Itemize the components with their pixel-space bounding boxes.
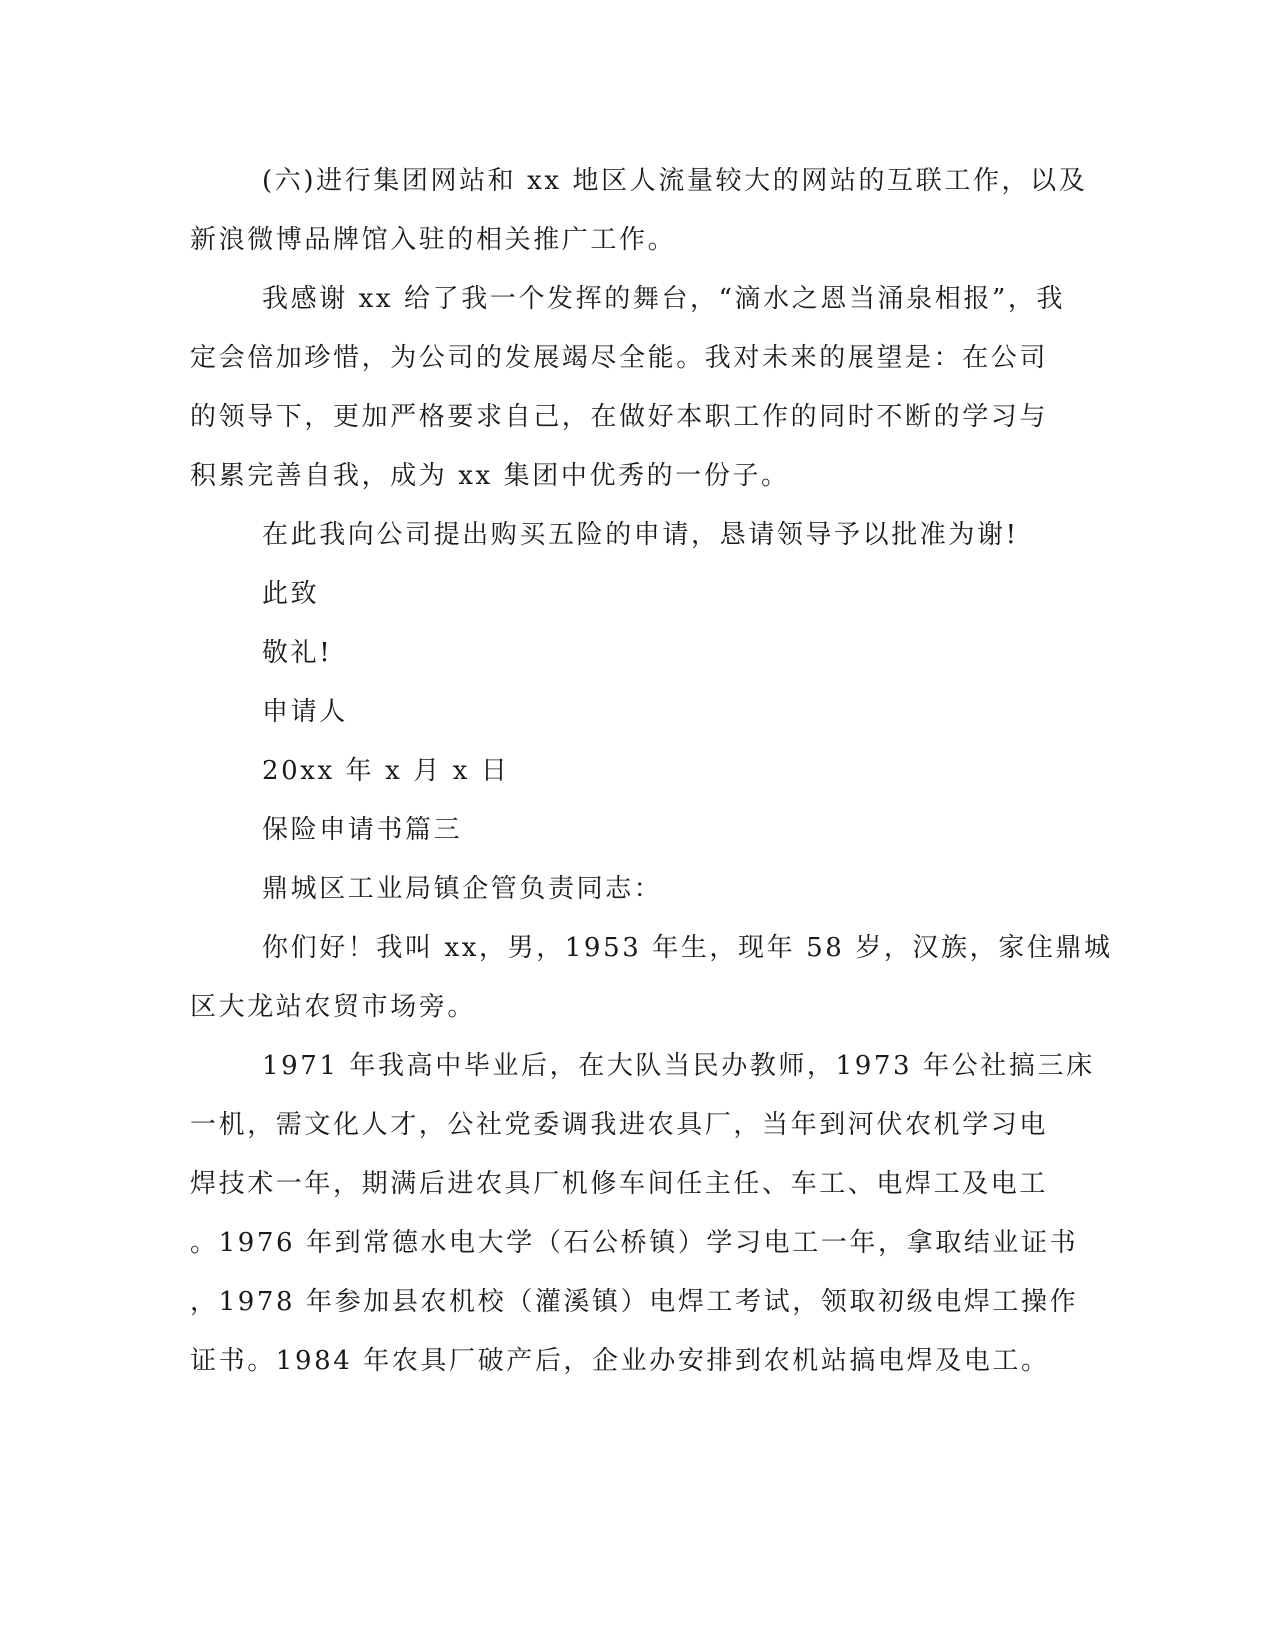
paragraph-line: ，1978 年参加县农机校（灌溪镇）电焊工考试，领取初级电焊工操作 [190,1287,1079,1317]
paragraph-line: 的领导下，更加严格要求自己，在做好本职工作的同时不断的学习与 [190,402,1049,432]
paragraph-line: (六)进行集团网站和 xx 地区人流量较大的网站的互联工作，以及 [262,166,1088,196]
paragraph-line: 新浪微博品牌馆入驻的相关推广工作。 [190,225,677,255]
paragraph-line: 一机，需文化人才，公社党委调我进农具厂，当年到河伏农机学习电 [190,1110,1049,1140]
paragraph-line: 积累完善自我，成为 xx 集团中优秀的一份子。 [190,461,790,491]
date-line: 20xx 年 x 月 x 日 [262,756,510,786]
paragraph-line: 焊技术一年，期满后进农具厂机修车间任主任、车工、电焊工及电工 [190,1169,1049,1199]
paragraph-line: 1971 年我高中毕业后，在大队当民办教师，1973 年公社搞三床 [262,1051,1095,1081]
paragraph-line: 你们好！我叫 xx，男，1953 年生，现年 58 岁，汉族，家住鼎城 [262,933,1113,963]
paragraph-line: 我感谢 xx 给了我一个发挥的舞台，“滴水之恩当涌泉相报”，我 [262,284,1066,314]
closing-line: 此致 [262,579,320,609]
section-title: 保险申请书篇三 [262,815,463,845]
closing-line: 敬礼! [262,638,333,668]
paragraph-line: 定会倍加珍惜，为公司的发展竭尽全能。我对未来的展望是：在公司 [190,343,1049,373]
paragraph-line: 在此我向公司提出购买五险的申请，恳请领导予以批准为谢! [262,520,1019,550]
signature-line: 申请人 [262,697,348,727]
paragraph-line: 。1976 年到常德水电大学（石公桥镇）学习电工一年，拿取结业证书 [190,1228,1079,1258]
paragraph-line: 证书。1984 年农具厂破产后，企业办安排到农机站搞电焊及电工。 [190,1346,1050,1376]
paragraph-line: 区大龙站农贸市场旁。 [190,992,477,1022]
salutation-line: 鼎城区工业局镇企管负责同志： [262,874,663,904]
